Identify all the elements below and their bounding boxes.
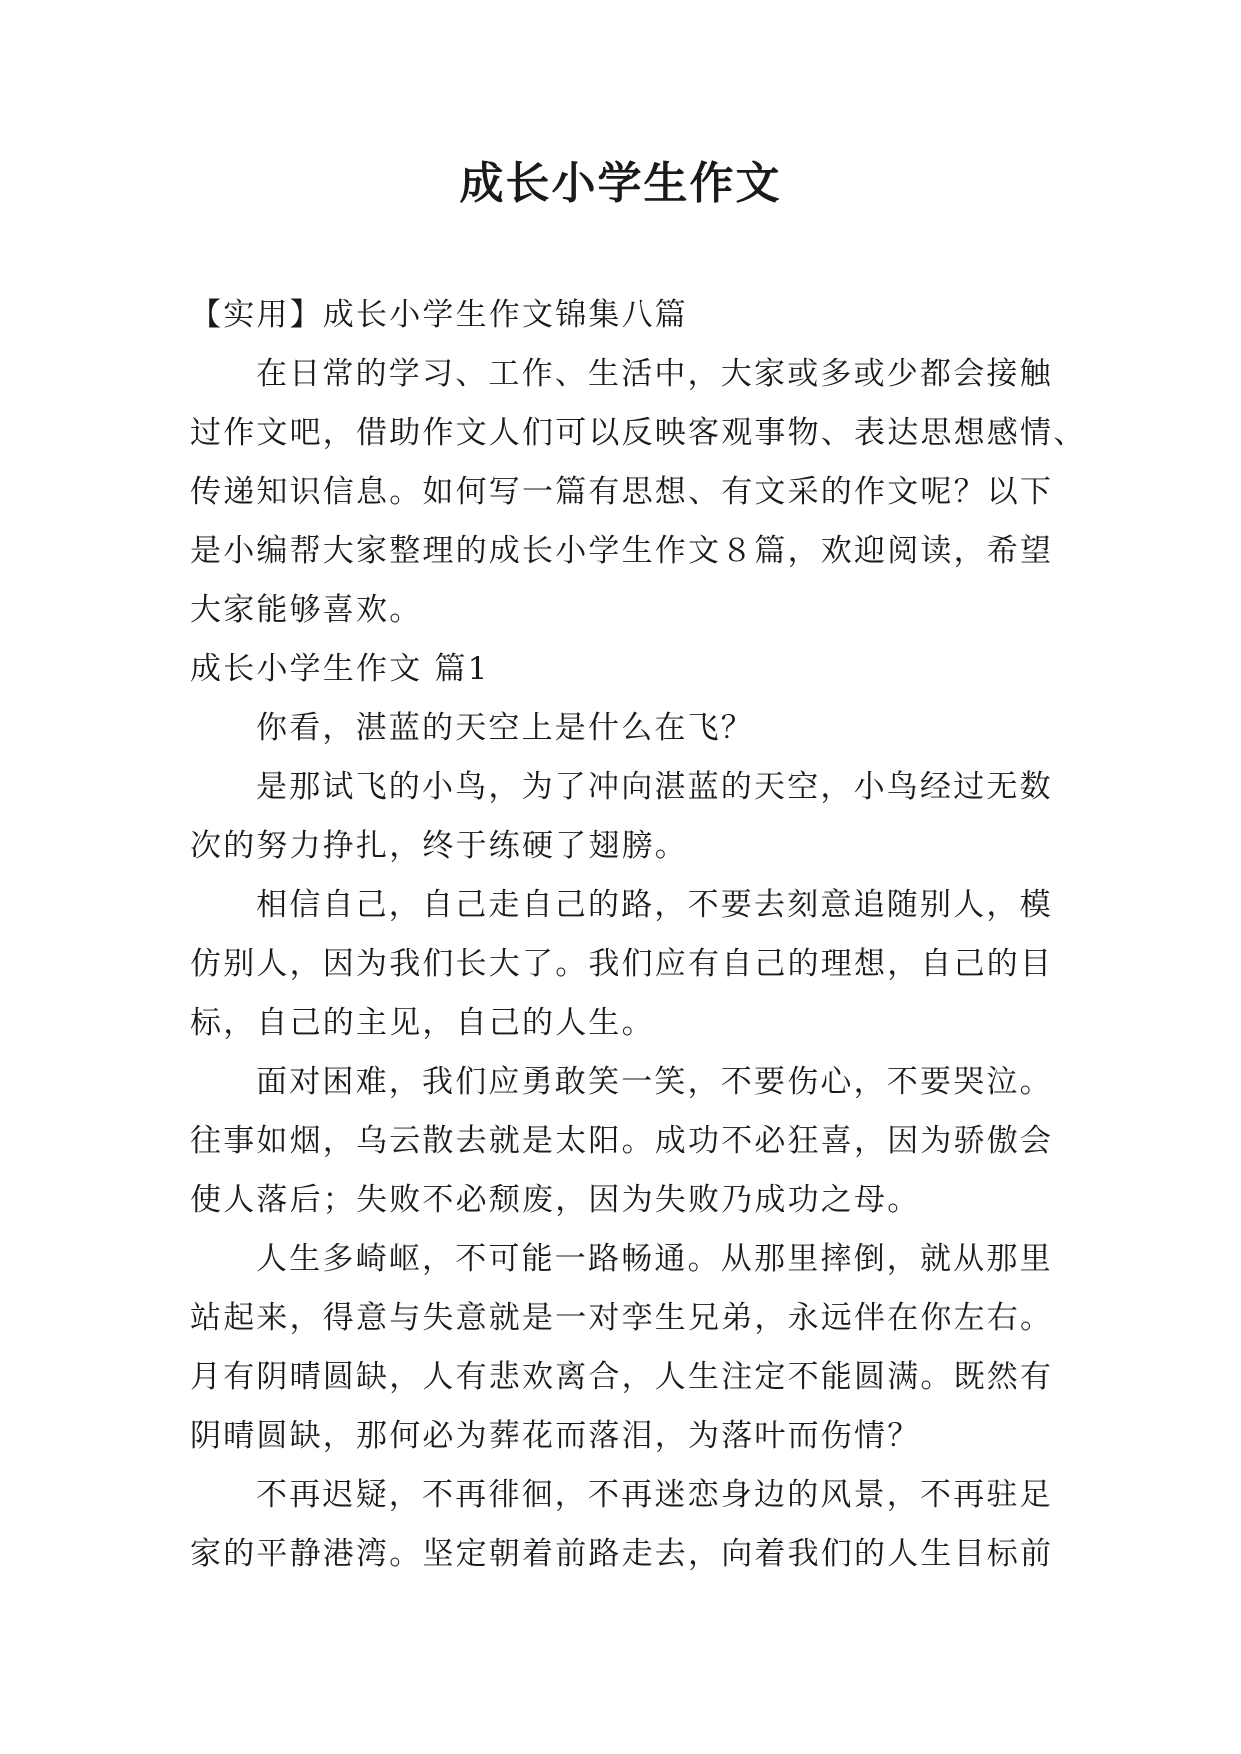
document-body [190,286,1087,1584]
paragraph-line: 标，自己的主见，自己的人生。 [190,1005,655,1041]
paragraph-line: 人生多崎岖，不可能一路畅通。从那里摔倒，就从那里 [256,1241,1053,1277]
paragraph-line: 次的努力挣扎，终于练硬了翅膀。 [190,828,688,864]
paragraph-line: 家的平静港湾。坚定朝着前路走去，向着我们的人生目标前 [190,1536,1054,1572]
paragraph-line: 大家能够喜欢。 [190,592,423,628]
paragraph-line: 仿别人，因为我们长大了。我们应有自己的理想，自己的目 [190,946,1054,982]
paragraph-line: 在日常的学习、工作、生活中，大家或多或少都会接触 [256,356,1053,392]
paragraph-line: 阴晴圆缺，那何必为葬花而落泪，为落叶而伤情？ [190,1418,921,1454]
document-title: 成长小学生作文 [459,158,782,209]
paragraph-line: 面对困难，我们应勇敢笑一笑，不要伤心，不要哭泣。 [256,1064,1053,1100]
paragraph-line: 是那试飞的小鸟，为了冲向湛蓝的天空，小鸟经过无数 [256,769,1053,805]
paragraph-line: 过作文吧，借助作文人们可以反映客观事物、表达思想感情、 [190,415,1087,451]
section-heading: 成长小学生作文 篇1 [190,651,490,687]
paragraph-line: 相信自己，自己走自己的路，不要去刻意追随别人，模 [256,887,1053,923]
subtitle-line: 【实用】成长小学生作文锦集八篇 [190,297,688,333]
paragraph-line: 你看，湛蓝的天空上是什么在飞？ [256,710,754,746]
paragraph-line: 往事如烟，乌云散去就是太阳。成功不必狂喜，因为骄傲会 [190,1123,1054,1159]
paragraph-line: 是小编帮大家整理的成长小学生作文８篇，欢迎阅读，希望 [190,533,1054,569]
paragraph-line: 使人落后；失败不必颓废，因为失败乃成功之母。 [190,1182,921,1218]
paragraph-line: 不再迟疑，不再徘徊，不再迷恋身边的风景，不再驻足 [256,1477,1053,1513]
paragraph-line: 站起来，得意与失意就是一对孪生兄弟，永远伴在你左右。 [190,1300,1054,1336]
paragraph-line: 传递知识信息。如何写一篇有思想、有文采的作文呢？以下 [190,474,1054,510]
paragraph-line: 月有阴晴圆缺，人有悲欢离合，人生注定不能圆满。既然有 [190,1359,1054,1395]
